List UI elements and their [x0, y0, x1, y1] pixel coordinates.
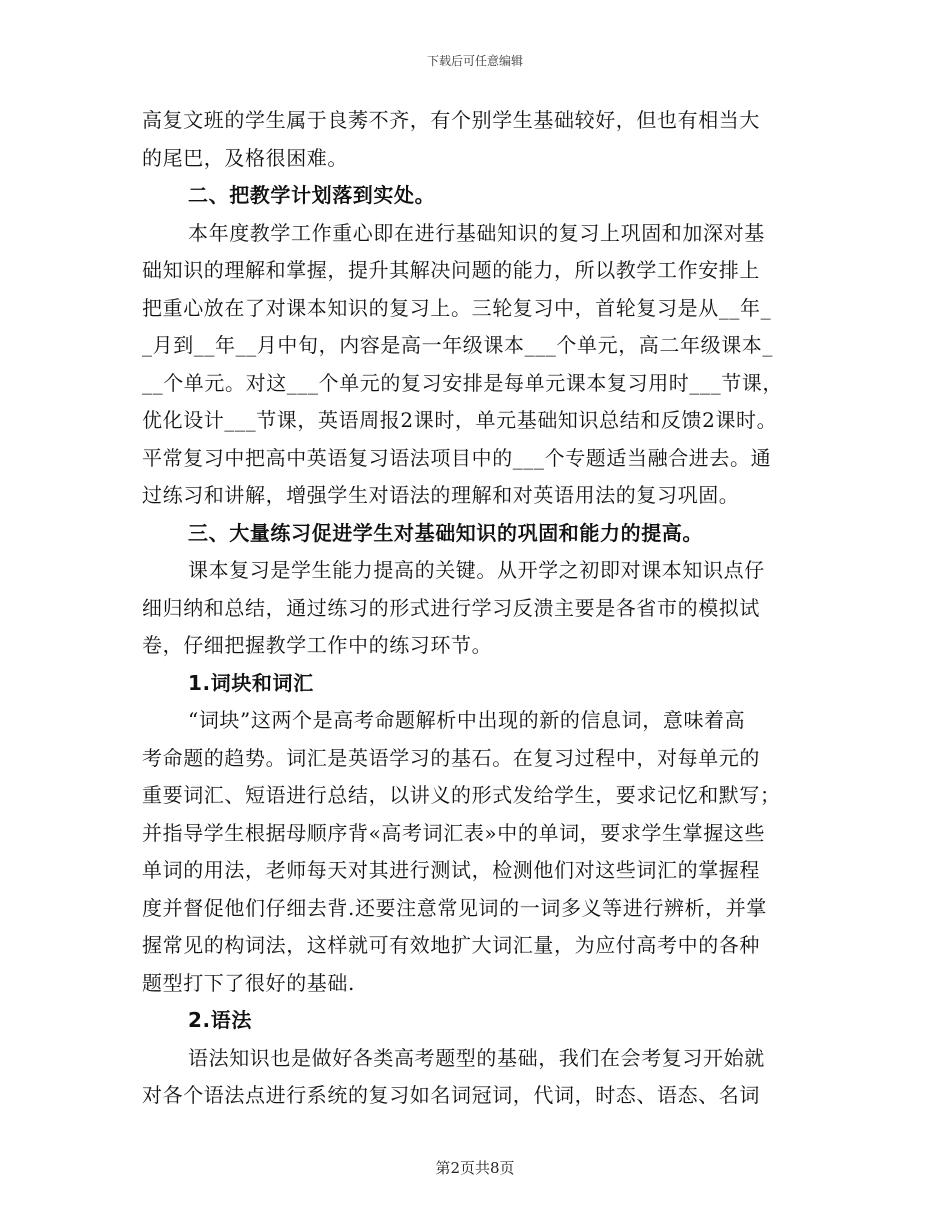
paragraph-line: __个单元。对这___个单元的复习安排是每单元课本复习用时___节课，: [142, 370, 783, 395]
paragraph-line: 并指导学生根据母顺序背«高考词汇表»中的单词，要求学生掌握这些: [142, 820, 766, 845]
paragraph-line: 把重心放在了对课本知识的复习上。三轮复习中，首轮复习是从__年_: [142, 295, 772, 320]
paragraph-line: 重要词汇、短语进行总结，以讲义的形式发给学生，要求记忆和默写；: [142, 783, 781, 807]
section-heading: 2.语法: [188, 1008, 252, 1032]
paragraph-line: 考命题的趋势。词汇是英语学习的基石。在复习过程中，对每单元的: [142, 745, 760, 770]
paragraph-line: 握常见的构词法，这样就可有效地扩大词汇量，为应付高考中的各种: [142, 933, 760, 957]
page-header: 下载后可任意编辑: [426, 54, 523, 68]
section-heading: 三、大量练习促进学生对基础知识的巩固和能力的提高。: [188, 520, 703, 545]
paragraph-line: 过练习和讲解，增强学生对语法的理解和对英语用法的复习巩固。: [142, 483, 740, 507]
document-body: [142, 102, 810, 1115]
paragraph-line: 语法知识也是做好各类高考题型的基础，我们在会考复习开始就: [188, 1045, 765, 1070]
paragraph-line: 度并督促他们仔细去背.还要注意常见词的一词多义等进行辨析，并掌: [142, 895, 767, 920]
paragraph-line: 题型打下了很好的基础.: [142, 970, 355, 995]
paragraph-line: 高复文班的学生属于良莠不齐，有个别学生基础较好，但也有相当大: [142, 108, 760, 132]
paragraph-line: 优化设计___节课，英语周报2课时，单元基础知识总结和反馈2课时。: [142, 408, 778, 432]
paragraph-line: “词块”这两个是高考命题解析中出现的新的信息词，意味着高: [188, 708, 746, 732]
paragraph-line: 平常复习中把高中英语复习语法项目中的___个专题适当融合进去。通: [142, 445, 772, 470]
paragraph-line: 础知识的理解和掌握，提升其解决问题的能力，所以教学工作安排上: [142, 258, 760, 282]
section-heading: 二、把教学计划落到实处。: [188, 183, 436, 207]
paragraph-line: 本年度教学工作重心即在进行基础知识的复习上巩固和加深对基: [188, 220, 765, 245]
paragraph-line: 课本复习是学生能力提高的关键。从开学之初即对课本知识点仔: [188, 558, 765, 582]
paragraph-line: 对各个语法点进行系统的复习如名词冠词，代词，时态、语态、名词: [142, 1083, 760, 1107]
paragraph-line: 单词的用法，老师每天对其进行测试，检测他们对这些词汇的掌握程: [142, 858, 760, 882]
section-heading: 1.词块和词汇: [188, 670, 314, 695]
paragraph-line: 的尾巴，及格很困难。: [142, 145, 348, 170]
paragraph-line: 卷，仔细把握教学工作中的练习环节。: [142, 633, 493, 657]
paragraph-line: _月到__年__月中旬，内容是高一年级课本___个单元，高二年级课本_: [142, 333, 773, 357]
paragraph-line: 细归纳和总结，通过练习的形式进行学习反溃主要是各省市的模拟试: [142, 595, 760, 620]
page-footer: 第2页共8页: [435, 1159, 515, 1177]
